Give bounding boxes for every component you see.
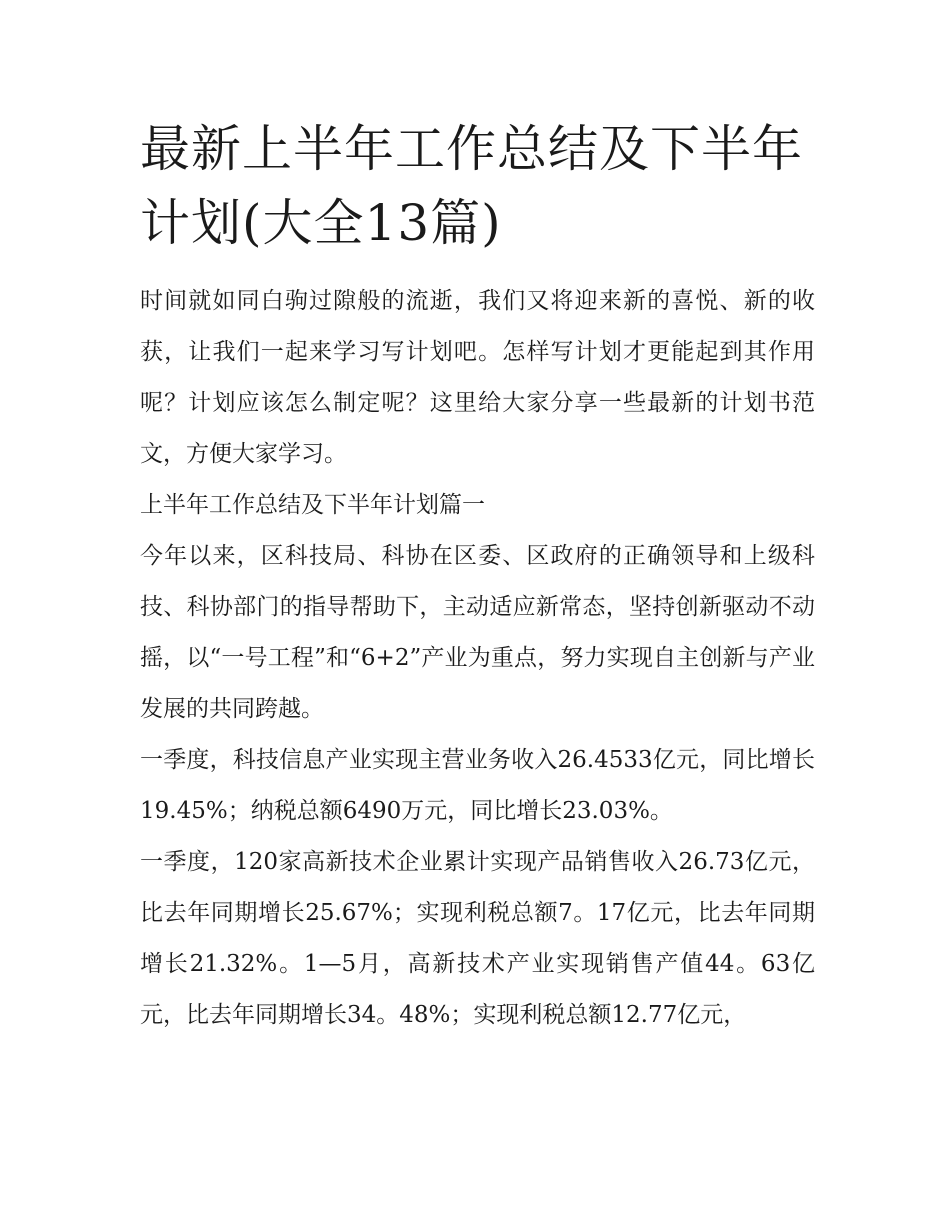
- intro-paragraph: 时间就如同白驹过隙般的流逝，我们又将迎来新的喜悦、新的收获，让我们一起来学习写计划吧。怎样写计划才更能起到其作用呢？计划应该怎么制定呢？这里给大家分享一些最新的计划书范文，方便大家学习。: [140, 288, 815, 467]
- section-heading: 上半年工作总结及下半年计划篇一: [140, 492, 485, 518]
- body-paragraph: 一季度，科技信息产业实现主营业务收入26.4533亿元，同比增长19.45%；纳税总额6490万元，同比增长23.03%。: [140, 747, 815, 824]
- body-paragraph: 今年以来，区科技局、科协在区委、区政府的正确领导和上级科技、科协部门的指导帮助下，主动适应新常态，坚持创新驱动不动摇，以“一号工程”和“6+2”产业为重点，努力实现自主创新与产业发展的共同跨越。: [140, 543, 815, 722]
- document-page: [140, 112, 815, 1041]
- document-title: 最新上半年工作总结及下半年计划(大全13篇): [140, 120, 803, 252]
- body-paragraph: 一季度，120家高新技术企业累计实现产品销售收入26.73亿元，比去年同期增长25.67%；实现利税总额7。17亿元，比去年同期增长21.32%。1—5月，高新技术产业实现销售产值44。63亿元，比去年同期增长34。48%；实现利税总额12.77亿元，: [140, 849, 815, 1028]
